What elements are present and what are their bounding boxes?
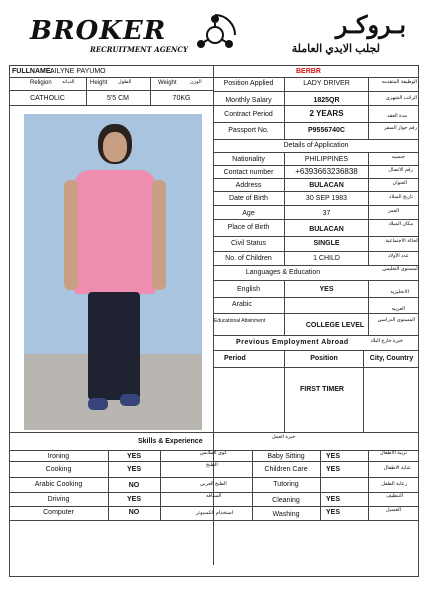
job-label-arabic: مدة العقد: [387, 113, 407, 119]
detail-label-arabic: تاريخ الميلاد: [389, 194, 413, 200]
english-value: YES: [319, 286, 334, 293]
english-label: English: [237, 286, 260, 293]
weight-label: Weight: [158, 80, 177, 86]
weight-value: 70KG: [172, 95, 191, 102]
skill-value: YES: [126, 496, 141, 503]
brand-name-arabic: بـروكـر: [335, 12, 406, 39]
languages-title: Languages & Education: [245, 269, 321, 276]
employment-col-period: Period: [224, 355, 246, 362]
employment-position-value: FIRST TIMER: [300, 386, 344, 393]
skill-label-arabic: الطبخ العربي: [200, 481, 227, 487]
job-value: LADY DRIVER: [303, 80, 350, 87]
job-label-arabic: رقم جواز السفر: [383, 125, 417, 131]
detail-label-arabic: جنسيه: [391, 154, 405, 160]
detail-value: BULACAN: [309, 182, 344, 189]
detail-value: 30 SEP 1983: [305, 195, 348, 202]
brand-name: BROKER: [30, 16, 167, 46]
brand-tagline-arabic: لجلب الايدي العاملة: [291, 43, 380, 55]
skill-label: Driving: [47, 496, 70, 503]
skill-value: YES: [326, 453, 341, 460]
skill-label: Baby Sitting: [267, 453, 305, 460]
detail-label: Civil Status: [230, 240, 266, 247]
religion-label: Religion: [30, 80, 52, 86]
detail-label-arabic: الحالة الاجتماعية: [385, 238, 419, 244]
height-value: 5'5 CM: [107, 95, 129, 102]
detail-label: Contact number: [223, 169, 274, 176]
arabic-label-arabic: العربيه: [391, 306, 405, 312]
detail-label: Nationality: [232, 156, 265, 163]
detail-label-arabic: مكان الميلاد: [388, 221, 413, 227]
skill-label: Children Care: [264, 466, 308, 473]
employment-col-city: City, Country: [369, 355, 414, 362]
job-label-arabic: الوظيفة المتقدمه: [381, 79, 417, 85]
employment-title-arabic: خبرة خارج البلاد: [370, 338, 403, 344]
detail-value: +6393663236838: [295, 167, 358, 176]
arabic-label: Arabic: [232, 301, 252, 308]
detail-label-arabic: عدد الأولاد: [388, 253, 409, 259]
job-value: 2 YEARS: [309, 109, 344, 118]
skill-label-arabic: كوي الملابس: [200, 450, 227, 456]
detail-value: 1 CHILD: [313, 255, 340, 262]
applicant-photo: [24, 114, 202, 430]
skill-label: Computer: [43, 509, 74, 516]
skill-value: YES: [326, 466, 341, 473]
skills-title-arabic: خبرة العمل: [272, 434, 296, 440]
header: [10, 4, 420, 62]
employment-title: Previous Employment Abroad: [236, 339, 349, 346]
religion-value: CATHOLIC: [30, 95, 65, 102]
skill-value: YES: [126, 453, 141, 460]
skill-value: NO: [128, 482, 140, 489]
height-label-arabic: الطول: [118, 79, 132, 85]
skill-label: Cleaning: [272, 497, 300, 504]
fullname-value: AILYNE PAYUMO: [50, 68, 106, 75]
height-label: Height: [90, 80, 108, 86]
skill-label: Ironing: [47, 453, 70, 460]
job-value: 1825QR: [313, 97, 340, 104]
skill-label-arabic: عناية الاطفال: [383, 465, 411, 471]
detail-label-arabic: رقم الاتصال: [388, 167, 413, 173]
skill-label: Arabic Cooking: [34, 481, 83, 488]
detail-value: SINGLE: [313, 240, 340, 247]
employment-col-position: Position: [310, 355, 338, 362]
fullname-label: FULLNAME:: [12, 68, 53, 75]
detail-value: 37: [322, 210, 331, 217]
skill-value: NO: [128, 509, 140, 516]
skill-value: YES: [126, 466, 141, 473]
education-value: COLLEGE LEVEL: [305, 322, 365, 329]
skill-label-arabic: التنظيف: [386, 493, 403, 499]
religion-label-arabic: الديانه: [62, 79, 75, 85]
job-label: Passport No.: [228, 127, 269, 134]
education-label: Educational Attainment: [214, 318, 266, 324]
skill-label: Washing: [272, 511, 300, 518]
skill-label-arabic: استخدام الكمبيوتر: [196, 510, 234, 516]
skill-label-arabic: الغسيل: [385, 507, 401, 513]
brand-logo-icon: [190, 10, 240, 60]
skill-label: Tutoring: [273, 481, 299, 488]
skill-label-arabic: الطبخ: [206, 462, 218, 468]
skill-label-arabic: رعاية الطفل: [381, 481, 407, 487]
job-label: Monthly Salary: [225, 97, 272, 104]
job-label-arabic: الراتب الشهري: [385, 95, 417, 101]
english-label-arabic: الانجليزيه: [390, 289, 409, 295]
skill-value: YES: [326, 509, 341, 516]
detail-label-arabic: العنوان: [392, 180, 407, 186]
job-label: Contract Period: [224, 111, 273, 118]
skill-label: Cooking: [45, 466, 72, 473]
brand-tagline: RECRUITMENT AGENCY: [90, 45, 188, 54]
skill-value: YES: [326, 496, 341, 503]
skills-title: Skills & Experience: [138, 438, 203, 445]
detail-value: PHILIPPINES: [304, 156, 349, 163]
weight-label-arabic: الوزن: [190, 79, 202, 85]
detail-label: Age: [242, 210, 255, 217]
job-value: P9556740C: [308, 127, 345, 134]
reference-code: BERBR: [296, 68, 321, 75]
detail-label-arabic: العمر: [388, 208, 399, 214]
languages-title-arabic: المستوى التعليمي: [382, 266, 419, 272]
detail-value: BULACAN: [309, 226, 344, 233]
job-label: Position Applied: [223, 80, 274, 87]
detail-label: Date of Birth: [229, 195, 268, 202]
education-label-arabic: المستوى الدراسي: [377, 317, 415, 323]
skill-label-arabic: السياقه: [206, 493, 222, 499]
detail-label: Place of Birth: [227, 224, 270, 231]
skill-label-arabic: تربية الاطفال: [379, 450, 407, 456]
detail-label: No. of Children: [225, 255, 272, 262]
detail-label: Address: [235, 182, 262, 189]
details-title: Details of Application: [283, 142, 349, 149]
